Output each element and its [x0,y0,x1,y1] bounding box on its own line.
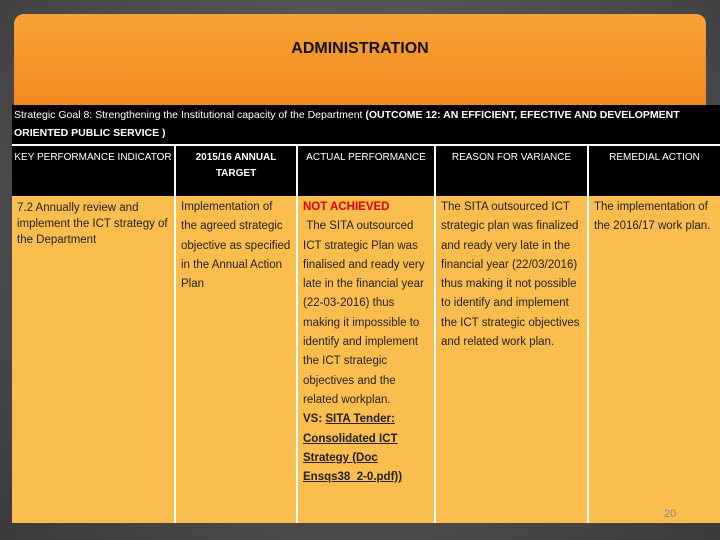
vs-label: VS: [303,413,326,426]
status-badge: NOT ACHIEVED [303,201,390,213]
remedial-cell: The implementation of the 2016/17 work plan. [594,201,711,233]
header-reason: REASON FOR VARIANCE [436,146,589,196]
kpi-cell: 7.2 Annually review and implement the ICT strategy of the Department [12,196,176,523]
title-banner [14,14,706,114]
actual-cell [298,196,436,523]
strategic-goal-row [12,105,720,146]
header-remedial: REMEDIAL ACTION [589,146,720,196]
header-actual: ACTUAL PERFORMANCE [298,146,436,196]
header-target: 2015/16 ANNUAL TARGET [176,146,298,196]
reason-cell: The SITA outsourced ICT strategic plan was finalized and ready very late in the financial year (22/03/2016) thus making it not possible to identify and implement the ICT strategic objectives and related work plan. [436,196,589,523]
actual-text: The SITA outsourced ICT strategic Plan was finalised and ready very late in the financial year (22-03-2016) thus making it impossible to identify and implement the ICT strategic objectives and the related workplan. [303,220,428,406]
header-kpi: KEY PERFORMANCE INDICATOR [12,146,176,196]
sita-tender-link[interactable]: SITA Tender: Consolidated ICT Strategy (Doc Ensqs38_2-0.pdf)) [303,413,403,484]
page-number: 20 [664,508,677,520]
performance-table [12,105,720,523]
goal-text: Strategic Goal 8: Strengthening the Institutional capacity of the Department [14,109,366,121]
page-title: ADMINISTRATION [291,40,429,57]
goal-outcome: (OUTCOME 12: AN EFFICIENT, EFECTIVE AND DEVELOPMENT ORIENTED PUBLIC SERVICE ) [14,109,680,139]
target-cell: Implementation of the agreed strategic objective as specified in the Annual Action Plan [176,196,298,523]
